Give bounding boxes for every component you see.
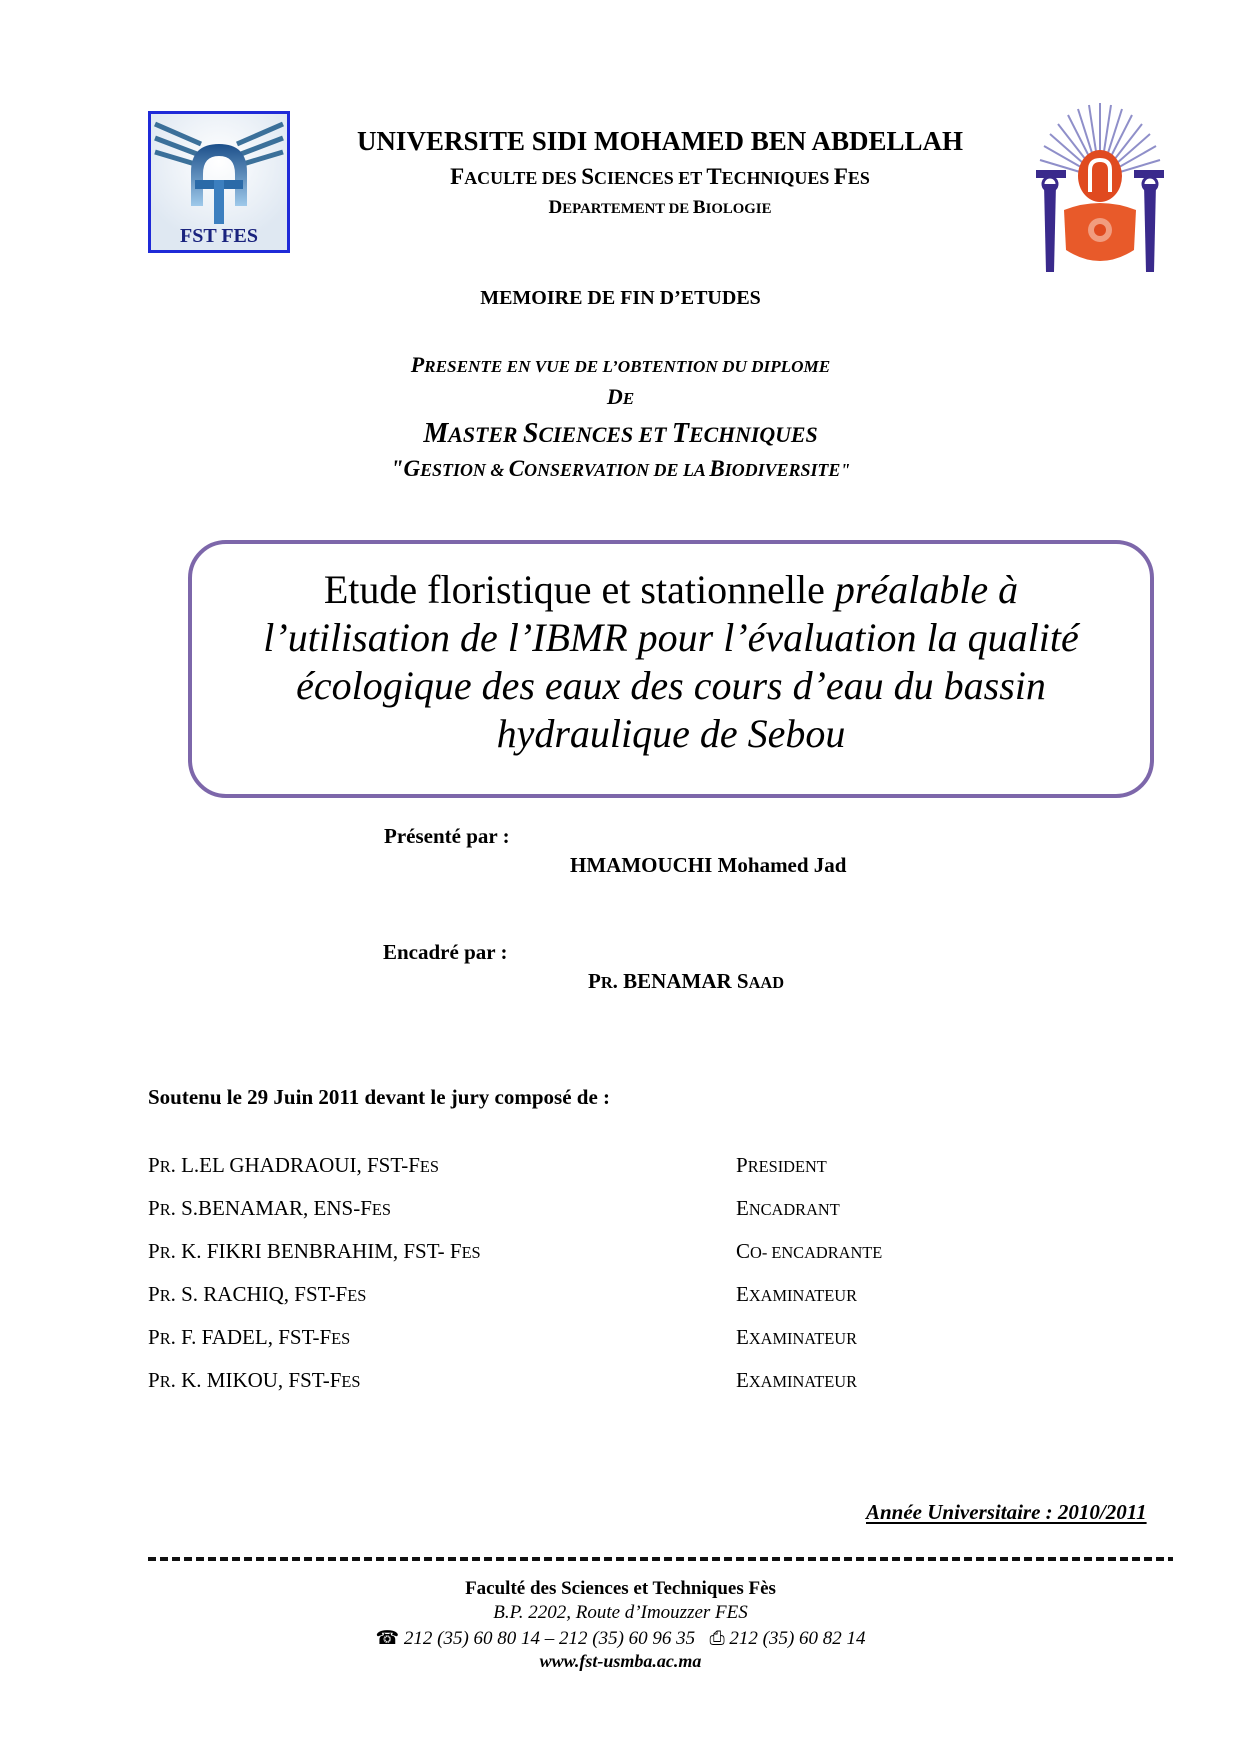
jury-member-name: PR. K. FIKRI BENBRAHIM, FST- FES xyxy=(148,1239,481,1263)
thesis-title-box xyxy=(188,540,1154,798)
student-name: HMAMOUCHI Mohamed Jad xyxy=(570,853,847,877)
fax-icon: ⎙ xyxy=(709,1628,725,1649)
diploma-de: DE xyxy=(606,384,635,409)
jury-member-role: ENCADRANT xyxy=(736,1196,840,1220)
jury-member-name: PR. S. RACHIQ, FST-FES xyxy=(148,1282,367,1306)
faculty-part: SCIENCES ET xyxy=(581,164,707,189)
jury-member-name: PR. L.EL GHADRAOUI, FST-FES xyxy=(148,1153,439,1177)
fax-number: 212 (35) 60 82 14 xyxy=(729,1628,866,1649)
title-line: écologique des eaux des cours d’eau du bassin xyxy=(296,663,1046,708)
title-line: l’utilisation de l’IBMR pour l’évaluation la qualité xyxy=(263,615,1079,660)
phone-icon: ☎ xyxy=(375,1628,400,1649)
jury-member-role: CO- ENCADRANTE xyxy=(736,1239,883,1263)
diploma-intro: PRESENTE EN VUE DE L’OBTENTION DU DIPLOME xyxy=(410,352,831,377)
master-specialty: "GESTION & CONSERVATION DE LA BIODIVERSITE" xyxy=(390,456,851,481)
master-title: MASTER SCIENCES ET TECHNIQUES xyxy=(423,418,818,449)
footer-contacts xyxy=(0,1627,1241,1650)
academic-year: Année Universitaire : 2010/2011 xyxy=(866,1500,1147,1524)
jury-member-role: EXAMINATEUR xyxy=(736,1282,857,1306)
jury-member-name: PR. F. FADEL, FST-FES xyxy=(148,1325,351,1349)
university-name: UNIVERSITE SIDI MOHAMED BEN ABDELLAH xyxy=(356,126,964,156)
title-line: hydraulique de Sebou xyxy=(496,711,846,756)
fst-logo-icon xyxy=(151,114,287,250)
thesis-title xyxy=(192,566,1150,758)
usmba-logo xyxy=(1030,100,1170,275)
title-line: Etude floristique et stationnelle préalable à xyxy=(323,567,1019,612)
jury-member-role: PRESIDENT xyxy=(736,1153,827,1177)
footer-institution: Faculté des Sciences et Techniques Fès xyxy=(465,1578,776,1599)
supervised-by-label: Encadré par : xyxy=(383,940,508,964)
supervisor-name: PR. BENAMAR SAAD xyxy=(588,969,785,993)
memoire-heading: MEMOIRE DE FIN D’ETUDES xyxy=(480,287,761,309)
phone-numbers: 212 (35) 60 80 14 – 212 (35) 60 96 35 xyxy=(403,1628,696,1649)
jury-member-name: PR. S.BENAMAR, ENS-FES xyxy=(148,1196,391,1220)
jury-member-role: EXAMINATEUR xyxy=(736,1368,857,1392)
fst-fes-logo xyxy=(148,111,290,253)
svg-text:FST FES: FST FES xyxy=(180,225,258,247)
footer-divider xyxy=(148,1557,1173,1561)
faculty-part: FACULTE DES xyxy=(450,164,582,189)
jury-member-role: EXAMINATEUR xyxy=(736,1325,857,1349)
faculty-part: FES xyxy=(833,164,870,189)
jury-member-name: PR. K. MIKOU, FST-FES xyxy=(148,1368,361,1392)
faculty-part: TECHNIQUES xyxy=(706,164,834,189)
footer-address: B.P. 2202, Route d’Imouzzer FES xyxy=(493,1602,748,1623)
footer-website[interactable]: www.fst-usmba.ac.ma xyxy=(539,1651,702,1671)
department-name: DEPARTEMENT DE BIOLOGIE xyxy=(548,197,772,218)
presented-by-label: Présenté par : xyxy=(384,824,510,848)
university-emblem-icon xyxy=(1030,100,1170,275)
defense-statement: Soutenu le 29 Juin 2011 devant le jury composé de : xyxy=(148,1085,611,1109)
faculty-name xyxy=(300,164,1020,190)
